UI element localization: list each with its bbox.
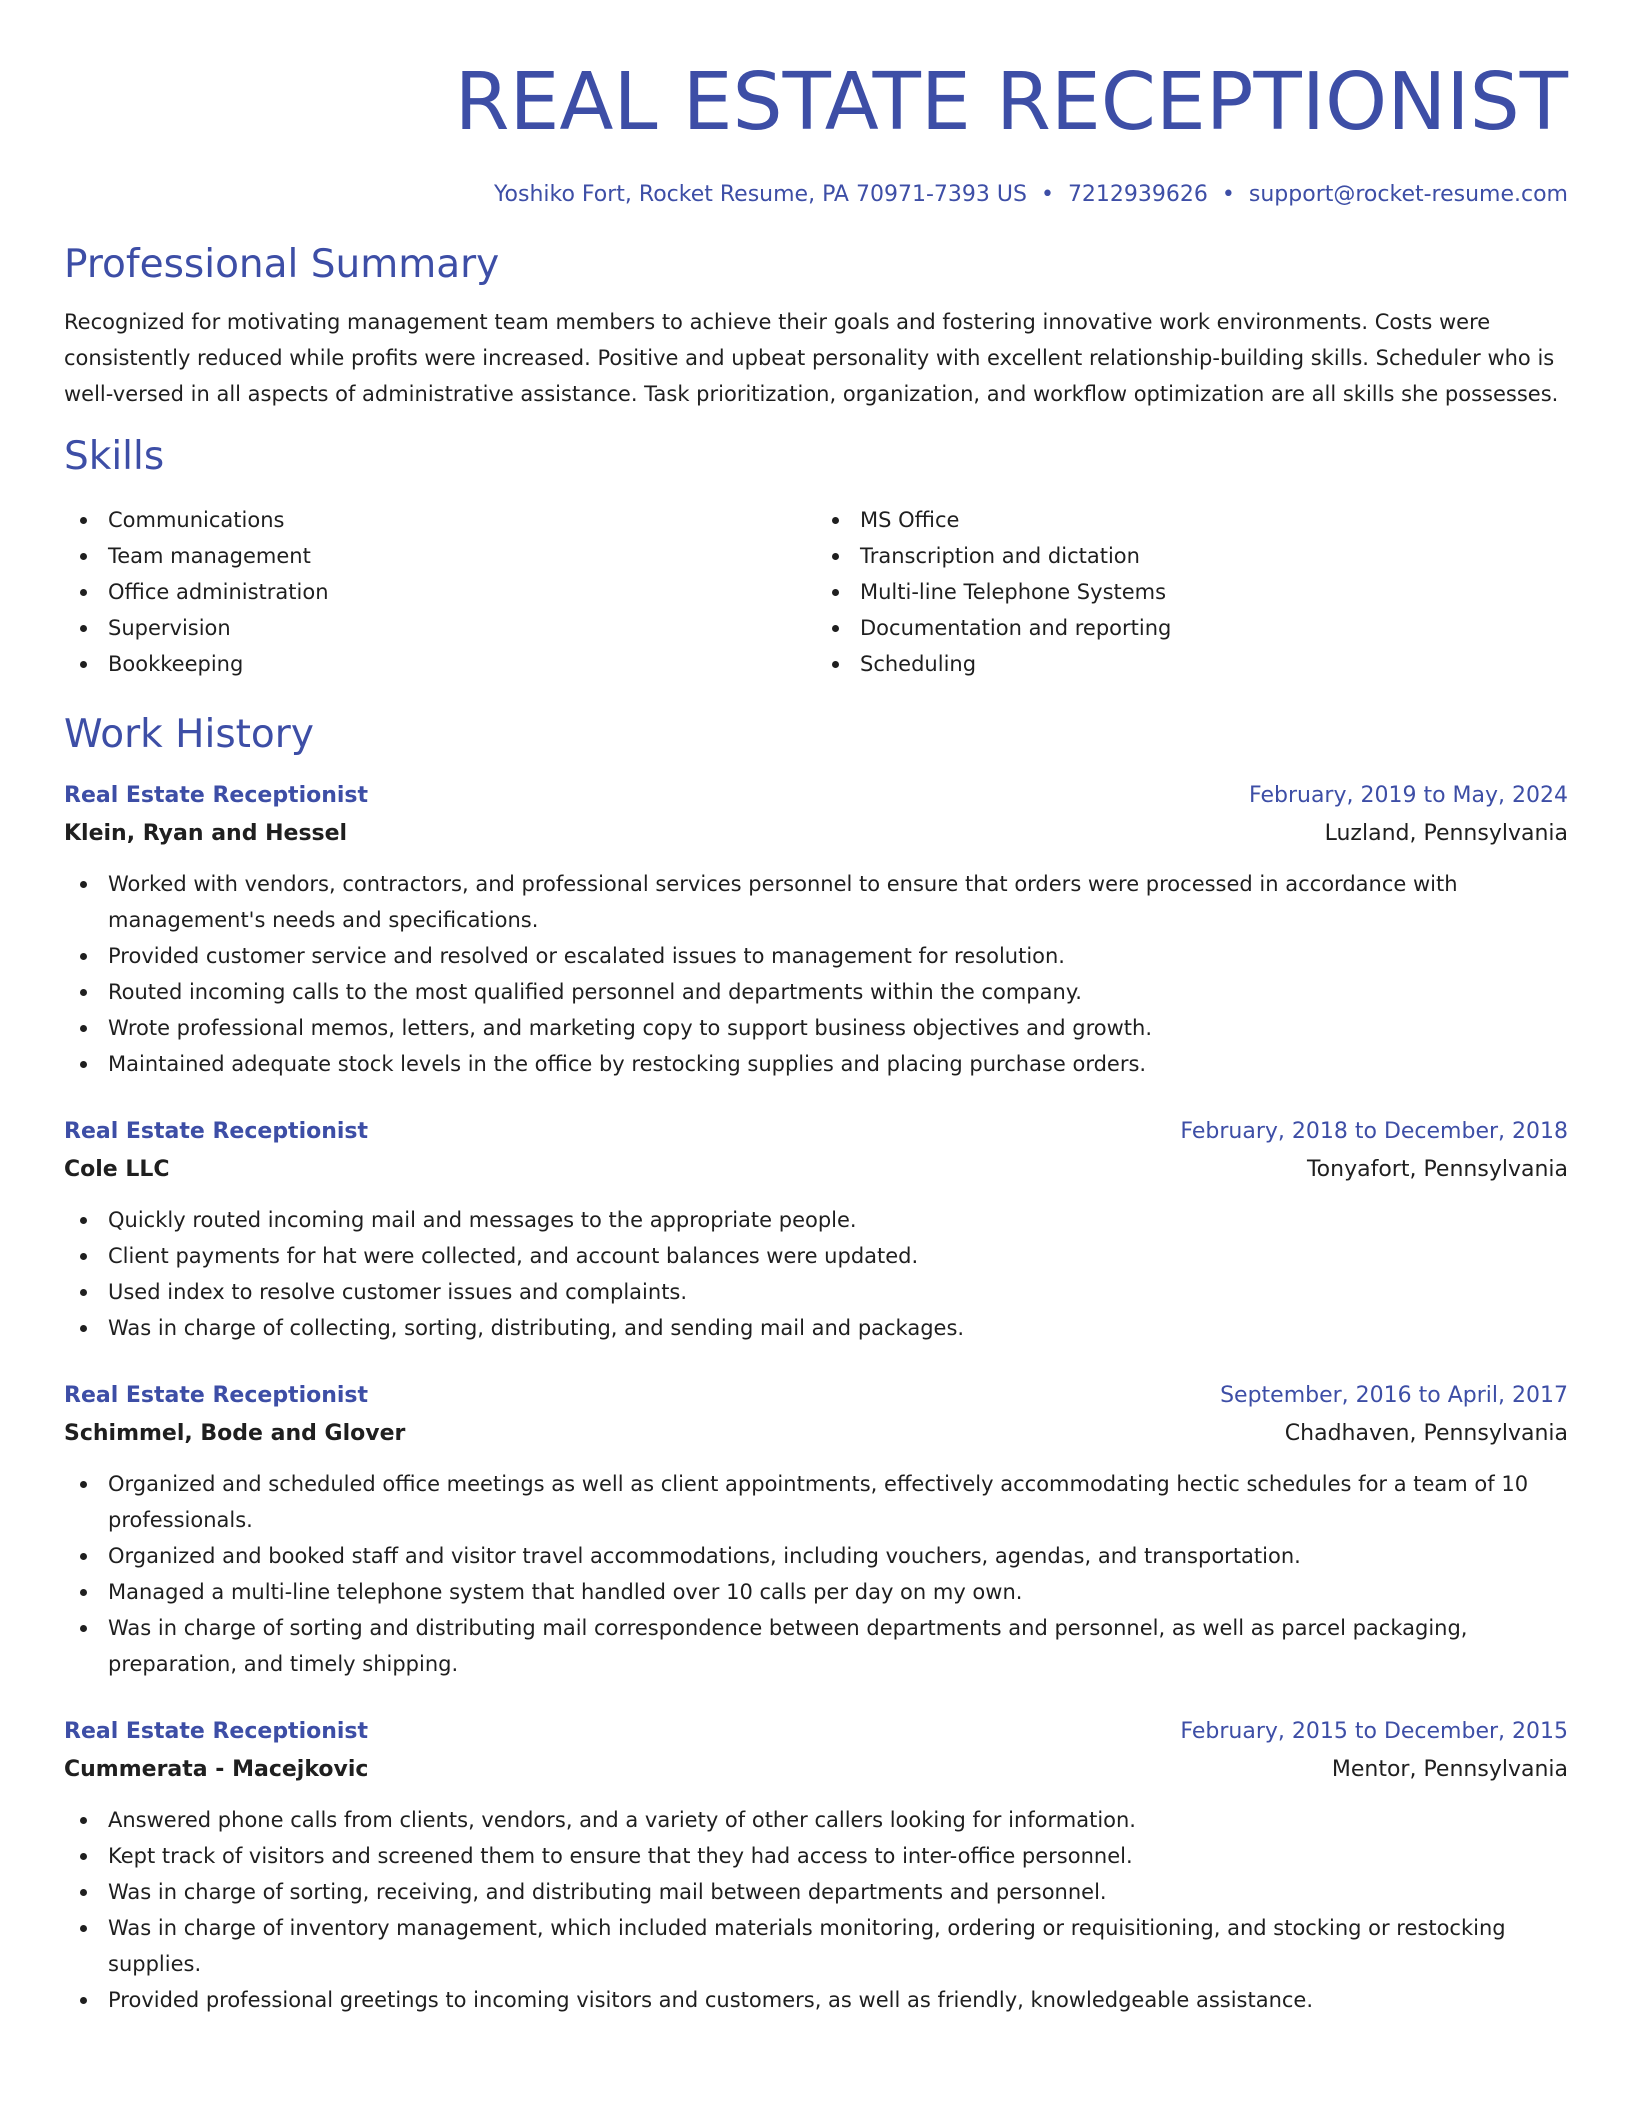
job-entry	[64, 1714, 1568, 2018]
section-heading-summary: Professional Summary	[64, 242, 500, 287]
job-bullet: Was in charge of sorting, receiving, and distributing mail between departments and personnel.	[64, 1874, 1568, 1910]
job-bullet: Was in charge of collecting, sorting, distributing, and sending mail and packages.	[64, 1310, 1568, 1346]
skill-item: Office administration	[64, 574, 816, 610]
job-company: Schimmel, Bode and Glover	[64, 1421, 406, 1446]
job-bullet: Organized and scheduled office meetings as well as client appointments, effectively accommodating hectic schedules for a team of 10 professionals.	[64, 1466, 1568, 1538]
skill-item: Transcription and dictation	[816, 538, 1568, 574]
skills-bullets-left	[64, 502, 816, 682]
job-bullets	[64, 1466, 1568, 1682]
contact-separator: •	[1221, 182, 1235, 207]
job-title: Real Estate Receptionist	[64, 783, 369, 808]
job-bullets	[64, 1802, 1568, 2018]
job-entry	[64, 1378, 1568, 1682]
skills-column-right	[816, 502, 1568, 682]
job-bullet: Worked with vendors, contractors, and professional services personnel to ensure that orders were processed in accordance with management's needs and specifications.	[64, 866, 1568, 938]
job-bullet: Maintained adequate stock levels in the office by restocking supplies and placing purchase orders.	[64, 1046, 1568, 1082]
skills-list	[64, 502, 1568, 682]
skills-column-left	[64, 502, 816, 682]
job-location: Mentor, Pennsylvania	[1331, 1757, 1568, 1782]
job-company-row	[64, 814, 1568, 854]
skill-item: Documentation and reporting	[816, 610, 1568, 646]
job-bullet: Kept track of visitors and screened them to ensure that they had access to inter-office personnel.	[64, 1838, 1568, 1874]
job-entry	[64, 1114, 1568, 1346]
section-heading-skills: Skills	[64, 434, 165, 479]
job-bullets	[64, 1202, 1568, 1346]
job-bullet: Provided customer service and resolved or escalated issues to management for resolution.	[64, 938, 1568, 974]
skill-item: Communications	[64, 502, 816, 538]
job-bullet: Routed incoming calls to the most qualified personnel and departments within the company.	[64, 974, 1568, 1010]
job-company-row	[64, 1414, 1568, 1454]
job-header-row	[64, 1114, 1568, 1150]
contact-phone[interactable]: 7212939626	[1067, 182, 1208, 207]
job-title: Real Estate Receptionist	[64, 1119, 369, 1144]
work-history-list	[64, 778, 1568, 2018]
summary-text: Recognized for motivating management team members to achieve their goals and fostering innovative work environments. Costs were consistently reduced while profits were increased. Positive and upbeat personality with excellent relationship-building skills. Scheduler who is well-versed in all aspects of administrative assistance. Task prioritization, organization, and workflow optimization are all skills she possesses.	[64, 310, 1559, 406]
job-company-row	[64, 1150, 1568, 1190]
job-dates: February, 2019 to May, 2024	[1249, 783, 1568, 808]
job-bullet: Quickly routed incoming mail and messages to the appropriate people.	[64, 1202, 1568, 1238]
job-header-row	[64, 778, 1568, 814]
skill-item: Scheduling	[816, 646, 1568, 682]
job-company: Klein, Ryan and Hessel	[64, 821, 348, 846]
contact-separator: •	[1040, 182, 1054, 207]
skill-item: MS Office	[816, 502, 1568, 538]
contact-address: Yoshiko Fort, Rocket Resume, PA 70971-7393 US	[494, 182, 1027, 207]
job-bullet: Managed a multi-line telephone system that handled over 10 calls per day on my own.	[64, 1574, 1568, 1610]
job-location: Luzland, Pennsylvania	[1324, 821, 1568, 846]
job-bullet: Organized and booked staff and visitor travel accommodations, including vouchers, agendas, and transportation.	[64, 1538, 1568, 1574]
skills-bullets-right	[816, 502, 1568, 682]
job-dates: February, 2018 to December, 2018	[1180, 1119, 1568, 1144]
job-title: Real Estate Receptionist	[64, 1383, 369, 1408]
job-company: Cole LLC	[64, 1157, 170, 1182]
job-location: Tonyafort, Pennsylvania	[1306, 1157, 1568, 1182]
job-bullet: Used index to resolve customer issues and complaints.	[64, 1274, 1568, 1310]
job-bullet: Wrote professional memos, letters, and marketing copy to support business objectives and growth.	[64, 1010, 1568, 1046]
job-bullet: Was in charge of inventory management, which included materials monitoring, ordering or requisitioning, and stocking or restocking supplies.	[64, 1910, 1568, 1982]
job-bullet: Was in charge of sorting and distributing mail correspondence between departments and personnel, as well as parcel packaging, preparation, and timely shipping.	[64, 1610, 1568, 1682]
job-title: Real Estate Receptionist	[64, 1719, 369, 1744]
job-bullet: Client payments for hat were collected, and account balances were updated.	[64, 1238, 1568, 1274]
resume-title: REAL ESTATE RECEPTIONIST	[454, 56, 1568, 148]
job-bullet: Answered phone calls from clients, vendors, and a variety of other callers looking for information.	[64, 1802, 1568, 1838]
section-heading-work-history: Work History	[64, 712, 314, 757]
skill-item: Multi-line Telephone Systems	[816, 574, 1568, 610]
job-header-row	[64, 1714, 1568, 1750]
skill-item: Bookkeeping	[64, 646, 816, 682]
job-dates: September, 2016 to April, 2017	[1220, 1383, 1568, 1408]
job-header-row	[64, 1378, 1568, 1414]
job-bullets	[64, 866, 1568, 1082]
job-dates: February, 2015 to December, 2015	[1180, 1719, 1568, 1744]
job-company: Cummerata - Macejkovic	[64, 1757, 369, 1782]
job-entry	[64, 778, 1568, 1082]
contact-email[interactable]: support@rocket-resume.com	[1248, 182, 1568, 207]
job-company-row	[64, 1750, 1568, 1790]
job-bullet: Provided professional greetings to incoming visitors and customers, as well as friendly, knowledgeable assistance.	[64, 1982, 1568, 2018]
skill-item: Supervision	[64, 610, 816, 646]
contact-line	[64, 180, 1568, 210]
skill-item: Team management	[64, 538, 816, 574]
job-location: Chadhaven, Pennsylvania	[1284, 1421, 1568, 1446]
